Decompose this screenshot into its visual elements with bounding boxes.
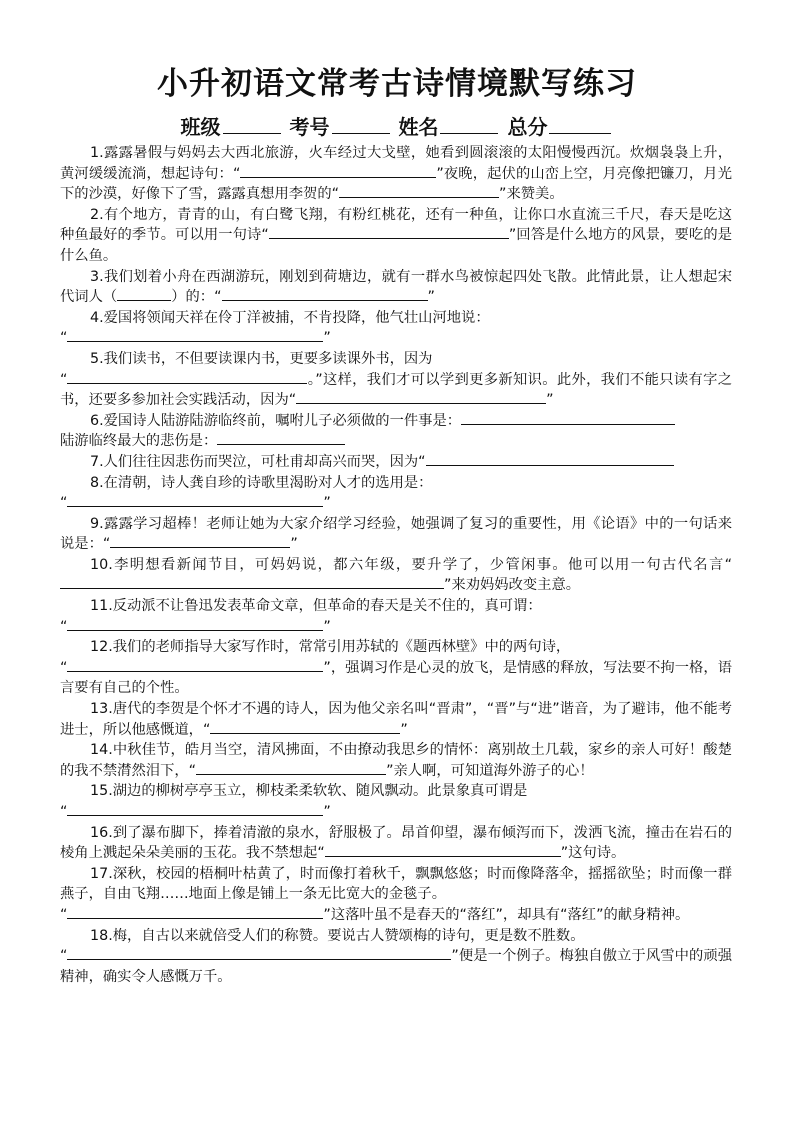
answer-blank[interactable]	[67, 370, 307, 384]
question-text: 13.唐代的李贺是个怀才不遇的诗人，因为他父亲名叫“晋肃”，“晋”与“进”谐音，为了避讳，他不能考进士，所以他感慨道，“	[60, 701, 732, 738]
question-text: 5.我们读书，不但要读课内书，更要多读课外书，因为	[90, 350, 433, 367]
question-text: 17.深秋，校园的梧桐叶枯黄了，时而像打着秋千，飘飘悠悠；时而像降落伞，摇摇欲坠；时而像一群燕子，自由飞翔……地面上像是铺上一条无比宽大的金毯子。	[60, 865, 732, 903]
answer-blank[interactable]	[426, 452, 674, 466]
question-text: 1.露露暑假与妈妈去大西北旅游，火车经过大戈壁，她看到圆滚滚的太阳慢慢西沉。炊烟袅袅上升，黄河缓缓流淌，想起诗句：“	[60, 145, 732, 182]
question-list	[60, 143, 732, 987]
answer-blank[interactable]	[67, 617, 323, 631]
question-13	[60, 699, 732, 740]
quote-open: “	[60, 618, 68, 635]
question-text: 2.有个地方，青青的山，有白鹭飞翔，有粉红桃花，还有一种鱼，让你口水直流三千尺，春天是吃这种鱼最好的季节。可以用一句诗“	[60, 206, 732, 244]
question-1	[60, 143, 732, 205]
question-text: 8.在清朝，诗人龚自珍的诗歌里渴盼对人才的选用是：	[90, 474, 433, 491]
quote-close: ”	[323, 330, 331, 347]
question-text: 4.爱国将领闻天祥在伶丁洋被捕，不肯投降，他气壮山河地说：	[90, 309, 490, 326]
name-label: 姓名	[398, 115, 439, 139]
worksheet-title: 小升初语文常考古诗情境默写练习	[157, 66, 637, 102]
question-text: ）的：“	[171, 289, 222, 306]
question-text: ”	[427, 289, 435, 306]
question-text: 6.爱国诗人陆游陆游临终前，嘱咐儿子必须做的一件事是：	[90, 412, 462, 429]
question-2	[60, 205, 732, 267]
question-6	[60, 411, 732, 452]
answer-blank[interactable]	[269, 225, 509, 239]
quote-open: “	[60, 495, 68, 512]
quote-open: “	[60, 948, 68, 965]
answer-blank[interactable]	[339, 184, 499, 198]
quote-open: “	[60, 804, 68, 820]
quote-close: ”	[400, 721, 408, 738]
question-text: 14.中秋佳节，皓月当空，清风拂面，不由撩动我思乡的情怀：离别故土几载，家乡的亲人可好！酸楚的我不禁潸然泪下，“	[60, 742, 732, 779]
answer-blank[interactable]	[67, 328, 323, 342]
quote-close: ”	[323, 804, 331, 820]
score-label: 总分	[507, 115, 548, 139]
question-text: ”这落叶虽不是春天的“落红”，却具有“落红”的献身精神。	[323, 906, 690, 923]
question-4	[60, 308, 732, 349]
question-text: 9.露露学习超棒！老师让她为大家介绍学习经验，她强调了复习的重要性，用《论语》中的一句话来说是：“	[60, 515, 732, 553]
answer-blank[interactable]	[196, 761, 386, 775]
question-17	[60, 864, 732, 926]
answer-blank[interactable]	[461, 411, 675, 425]
question-7	[60, 452, 732, 473]
question-8	[60, 473, 732, 514]
question-10	[60, 555, 732, 596]
question-9	[60, 514, 732, 555]
question-11	[60, 596, 732, 637]
quote-close: ”	[323, 495, 331, 512]
student-info-line	[0, 111, 794, 140]
quote-open: “	[60, 906, 68, 923]
answer-blank[interactable]	[210, 720, 400, 734]
answer-blank[interactable]	[240, 164, 436, 178]
answer-blank[interactable]	[222, 287, 428, 301]
quote-open: “	[60, 330, 68, 347]
question-text: ”来劝妈妈改变主意。	[444, 577, 581, 594]
quote-open: “	[60, 371, 68, 388]
quote-close: ”	[290, 536, 298, 553]
question-3	[60, 267, 732, 308]
answer-blank[interactable]	[67, 658, 323, 672]
quote-close: ”	[323, 618, 331, 635]
question-15	[60, 781, 732, 822]
question-text: 3.我们划着小舟在西湖游玩，刚划到荷塘边，就有一群水鸟被惊起四处飞散。此情此景，让人想起宋代词人（	[60, 268, 732, 306]
question-text: ”这句诗。	[560, 845, 626, 862]
quote-open: “	[60, 659, 68, 676]
answer-blank[interactable]	[67, 493, 323, 507]
answer-blank[interactable]	[67, 905, 323, 919]
question-12	[60, 637, 732, 699]
quote-close: ”	[546, 392, 554, 409]
answer-blank[interactable]	[217, 431, 345, 445]
question-text: ”，强调习作是心灵的放飞，是情感的释放，写法要不拘一格，语言要有自己的个性。	[60, 659, 732, 697]
question-text: 18.梅，自古以来就倍受人们的称赞。要说古人赞颂梅的诗句，更是数不胜数。	[90, 927, 585, 944]
question-text: 11.反动派不让鲁迅发表革命文章，但革命的春天是关不住的，真可谓：	[90, 598, 542, 615]
answer-blank[interactable]	[67, 802, 323, 816]
author-blank[interactable]	[117, 287, 171, 301]
answer-blank[interactable]	[67, 946, 451, 960]
number-label: 考号	[289, 115, 330, 139]
question-text: 7.人们往往因悲伤而哭泣，可杜甫却高兴而哭，因为“	[90, 453, 426, 470]
class-label: 班级	[180, 115, 221, 139]
question-text: ”夜晚，起伏的山峦上空，月亮像把镰刀，月光下的沙漠，好像下了雪，露露真想用李贺的“	[60, 165, 733, 203]
answer-blank[interactable]	[110, 534, 290, 548]
question-text: 12.我们的老师指导大家写作时，常常引用苏轼的《题西林壁》中的两句诗，	[90, 639, 571, 656]
question-18	[60, 926, 732, 988]
class-blank[interactable]	[223, 115, 281, 134]
question-text: ”来赞美。	[499, 186, 564, 203]
name-blank[interactable]	[440, 115, 498, 134]
question-16	[60, 823, 732, 864]
score-blank[interactable]	[549, 115, 611, 134]
answer-blank[interactable]	[325, 843, 561, 857]
question-text: 陆游临终最大的悲伤是：	[60, 433, 218, 450]
question-text: ”便是一个例子。梅独自傲立于风雪中的顽强精神，确实令人感慨万千。	[60, 948, 732, 985]
answer-blank[interactable]	[296, 390, 546, 404]
question-text: 15.湖边的柳树亭亭玉立，柳枝柔柔软软、随风飘动。此景象真可谓是	[90, 783, 528, 800]
answer-blank[interactable]	[60, 575, 444, 589]
question-text: ”回答是什么地方的风景，要吃的是什么鱼。	[60, 227, 733, 264]
question-14	[60, 740, 732, 781]
question-text: 16.到了瀑布脚下，捧着清澈的泉水，舒服极了。昂首仰望，瀑布倾泻而下，泼洒飞流，撞击在岩石的棱角上溅起朵朵美丽的玉花。我不禁想起“	[60, 824, 732, 862]
number-blank[interactable]	[332, 115, 390, 134]
question-text: ”亲人啊，可知道海外游子的心！	[386, 762, 594, 779]
question-text: 。”这样，我们才可以学到更多新知识。此外，我们不能只读有字之书，还要多参加社会实践活动，因为“	[60, 371, 732, 409]
question-5	[60, 349, 732, 411]
question-text: 10.李明想看新闻节目，可妈妈说，都六年级，要升学了，少管闲事。他可以用一句古代名言“	[90, 556, 732, 573]
